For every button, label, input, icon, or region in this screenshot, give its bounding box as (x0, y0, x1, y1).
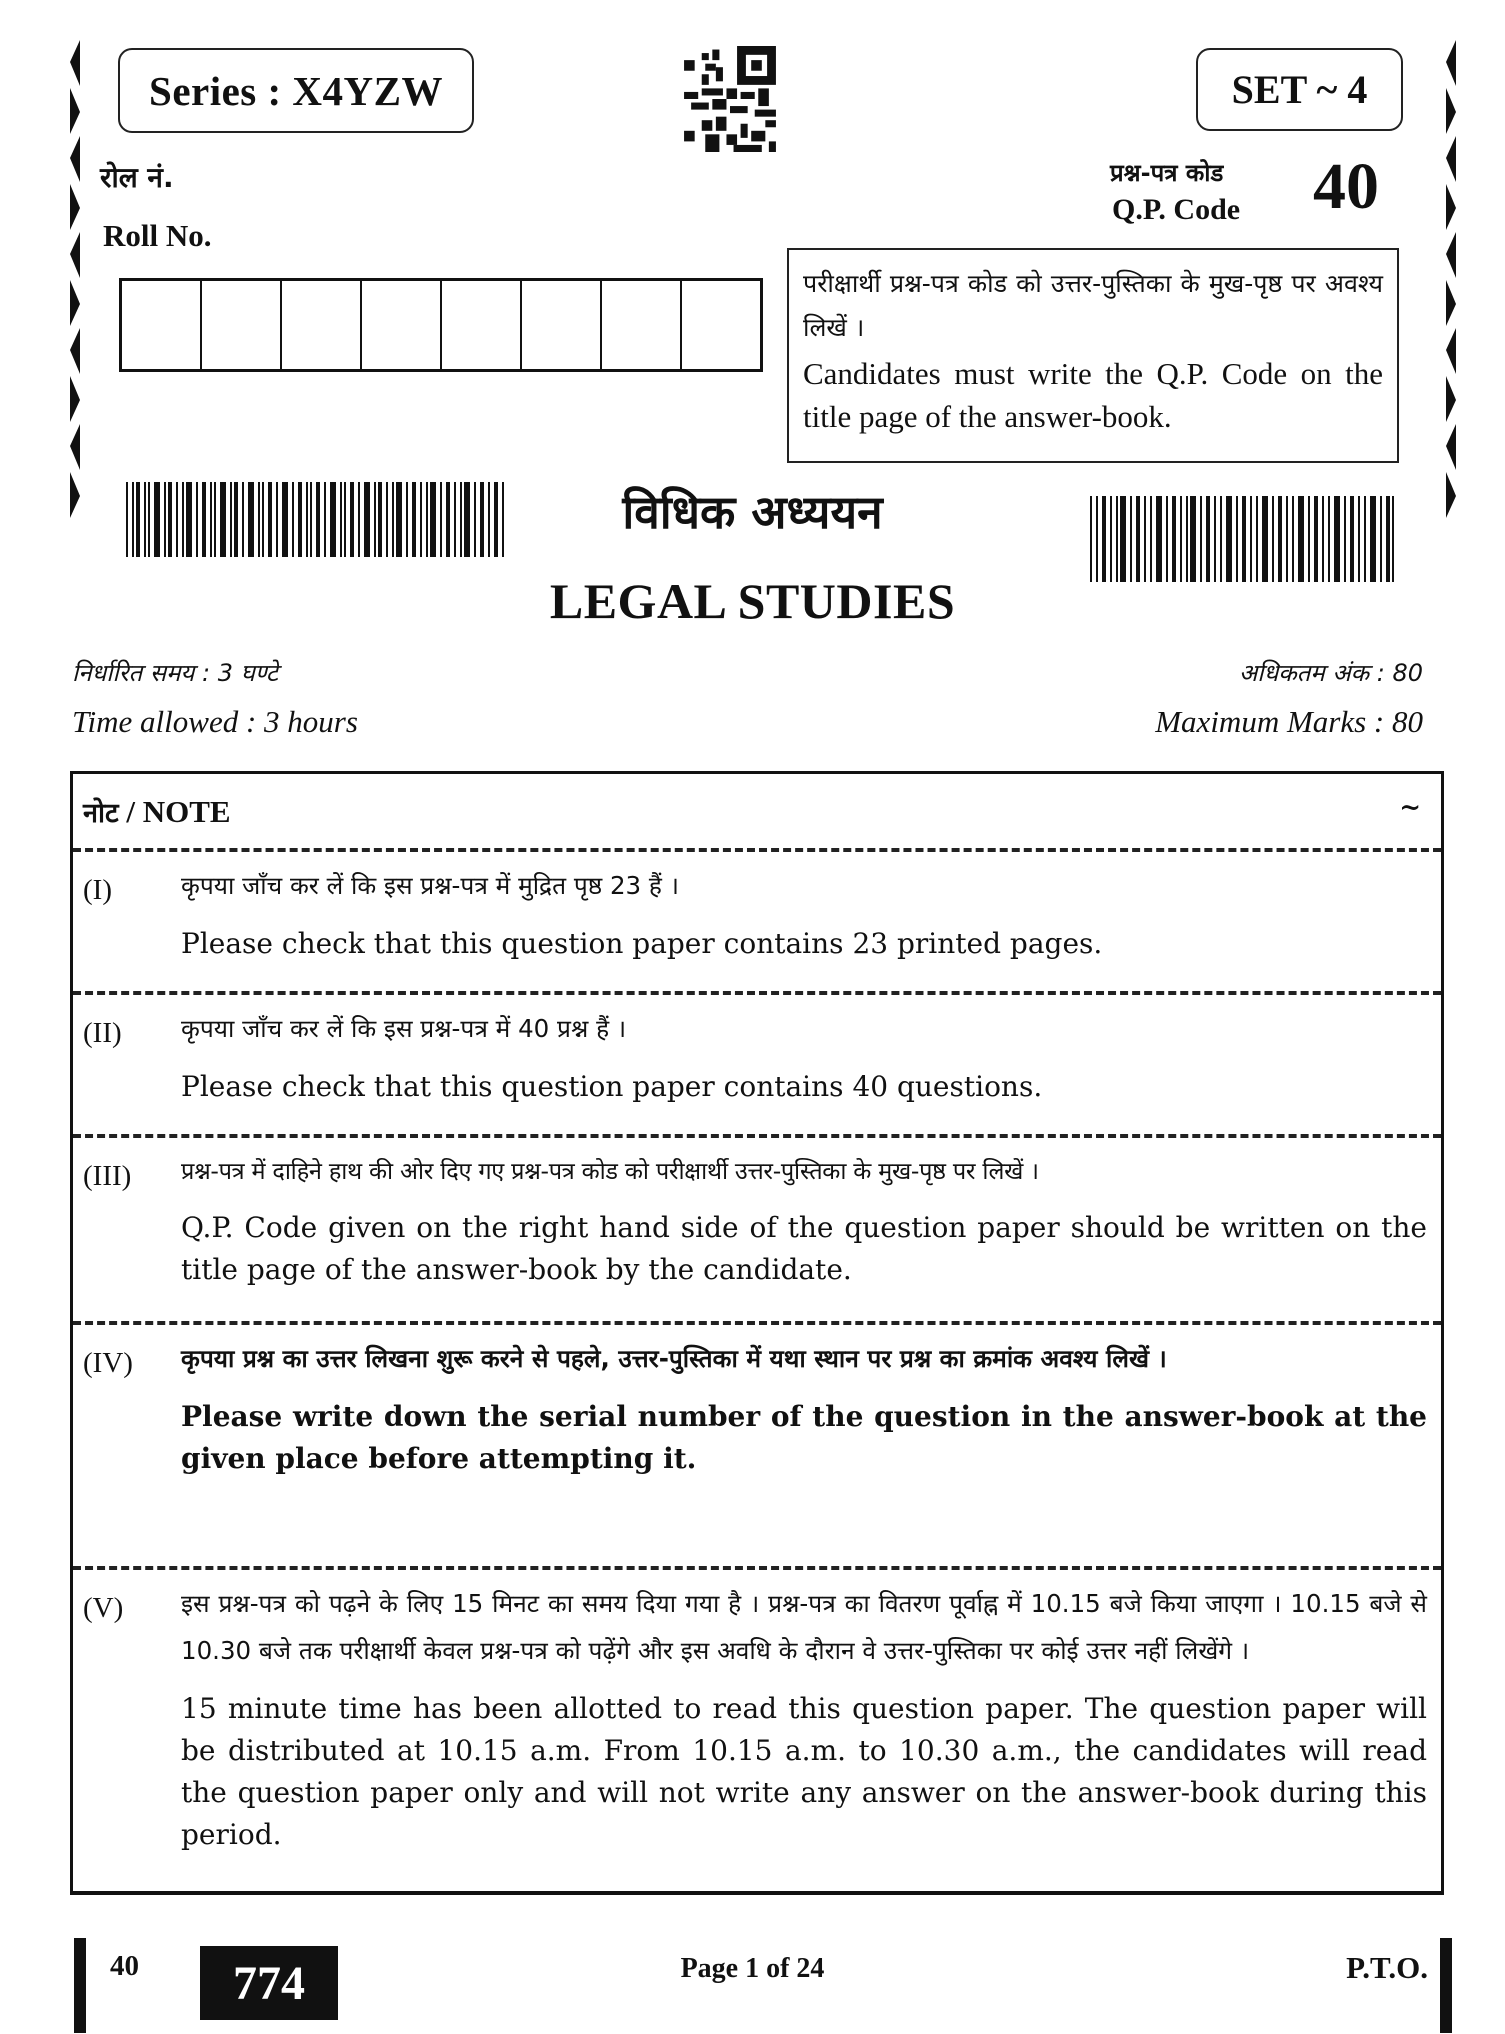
subject-title-hindi: विधिक अध्ययन (622, 485, 883, 539)
roll-no-digit-box[interactable] (362, 281, 442, 369)
roll-no-digit-box[interactable] (122, 281, 202, 369)
qp-code-label-hindi: प्रश्न-पत्र कोड (1110, 159, 1224, 187)
time-allowed: Time allowed : 3 hours (72, 704, 358, 739)
time-allowed-hindi: निर्धारित समय : 3 घण्टे (72, 659, 279, 687)
roll-no-label-hindi: रोल नं. (100, 161, 174, 194)
note-item-english: Q.P. Code given on the right hand side of the question paper should be written on the title page of the answer-book by the candidate. (181, 1211, 1427, 1286)
zigzag-edge-icon (1444, 40, 1458, 518)
note-title-hindi: नोट (83, 797, 119, 829)
footer-code-box: 774 (200, 1946, 338, 2020)
note-title-separator: / (118, 793, 143, 829)
note-item-number: (IV) (83, 1347, 133, 1379)
footer-bar-right (1440, 1938, 1452, 2033)
instruction-hindi: परीक्षार्थी प्रश्न-पत्र कोड को उत्तर-पुस्तिका के मुख-पृष्ठ पर अवश्य लिखें । (803, 269, 1383, 342)
max-marks-hindi: अधिकतम अंक : 80 (1238, 659, 1423, 687)
note-item (73, 1005, 1441, 1138)
roll-no-digit-box[interactable] (202, 281, 282, 369)
note-item-english: Please check that this question paper contains 23 printed pages. (181, 927, 1103, 960)
note-box (70, 771, 1444, 1895)
note-item-hindi: प्रश्न-पत्र में दाहिने हाथ की ओर दिए गए प्रश्न-पत्र कोड को परीक्षार्थी उत्तर-पुस्तिका के मुख-पृष्ठ पर लिखें । (181, 1157, 1039, 1185)
note-item-number: (II) (83, 1017, 122, 1049)
note-item-english: Please write down the serial number of the question in the answer-book at the given place before attempting it. (181, 1400, 1427, 1475)
note-item-hindi: कृपया जाँच कर लें कि इस प्रश्न-पत्र में मुद्रित पृष्ठ 23 हैं । (181, 871, 680, 900)
note-item (73, 862, 1441, 995)
roll-no-label: Roll No. (103, 218, 212, 253)
note-header (73, 774, 1441, 852)
note-item (73, 1148, 1441, 1325)
subject-title: LEGAL STUDIES (549, 573, 956, 629)
footer-qp-code: 40 (110, 1950, 139, 1982)
roll-no-digit-box[interactable] (442, 281, 522, 369)
note-item-hindi: इस प्रश्न-पत्र को पढ़ने के लिए 15 मिनट का समय दिया गया है । प्रश्न-पत्र का वितरण पूर्वाह्न में 10.15 बजे किया जाएगा । 10.15 बजे से 10.30 बजे तक परीक्षार्थी केवल प्रश्न-पत्र को पढ़ेंगे और इस अवधि के दौरान वे उत्तर-पुस्तिका पर कोई उत्तर नहीं लिखेंगे । (181, 1589, 1427, 1665)
roll-no-digit-box[interactable] (522, 281, 602, 369)
note-title (83, 793, 231, 830)
roll-no-digit-box[interactable] (602, 281, 682, 369)
note-item-hindi: कृपया प्रश्न का उत्तर लिखना शुरू करने से पहले, उत्तर-पुस्तिका में यथा स्थान पर प्रश्न का क्रमांक अवश्य लिखें । (181, 1344, 1167, 1373)
roll-no-digit-box[interactable] (282, 281, 362, 369)
qp-code-value: 40 (1313, 150, 1379, 223)
note-title-english: NOTE (142, 793, 231, 829)
qr-code-icon (683, 46, 777, 152)
note-item (73, 1335, 1441, 1570)
note-item-number: (I) (83, 874, 112, 906)
roll-no-input-grid[interactable] (119, 278, 763, 372)
note-item-number: (V) (83, 1592, 124, 1624)
roll-no-digit-box[interactable] (682, 281, 760, 369)
qp-code-instruction-box (787, 248, 1399, 463)
pto-label: P.T.O. (1346, 1950, 1428, 1985)
qp-code-label: Q.P. Code (1112, 193, 1241, 226)
note-item-hindi: कृपया जाँच कर लें कि इस प्रश्न-पत्र में 40 प्रश्न हैं । (181, 1014, 627, 1043)
note-item-english: Please check that this question paper contains 40 questions. (181, 1070, 1043, 1103)
series-label: Series : X4YZW (118, 48, 474, 133)
note-item (73, 1580, 1441, 1856)
tilde-mark: ~ (1399, 793, 1421, 823)
page-number: Page 1 of 24 (680, 1953, 825, 1984)
note-item-english: 15 minute time has been allotted to read this question paper. The question paper will be distributed at 10.15 a.m. From 10.15 a.m. to 10.30 a.m., the candidates will read the question paper only and will not write any answer on the answer-book during this period. (181, 1692, 1427, 1851)
max-marks: Maximum Marks : 80 (1155, 704, 1423, 739)
set-label: SET ~ 4 (1196, 48, 1403, 131)
note-item-number: (III) (83, 1160, 132, 1192)
instruction-english: Candidates must write the Q.P. Code on the title page of the answer-book. (803, 356, 1383, 434)
zigzag-edge-icon (68, 40, 82, 518)
